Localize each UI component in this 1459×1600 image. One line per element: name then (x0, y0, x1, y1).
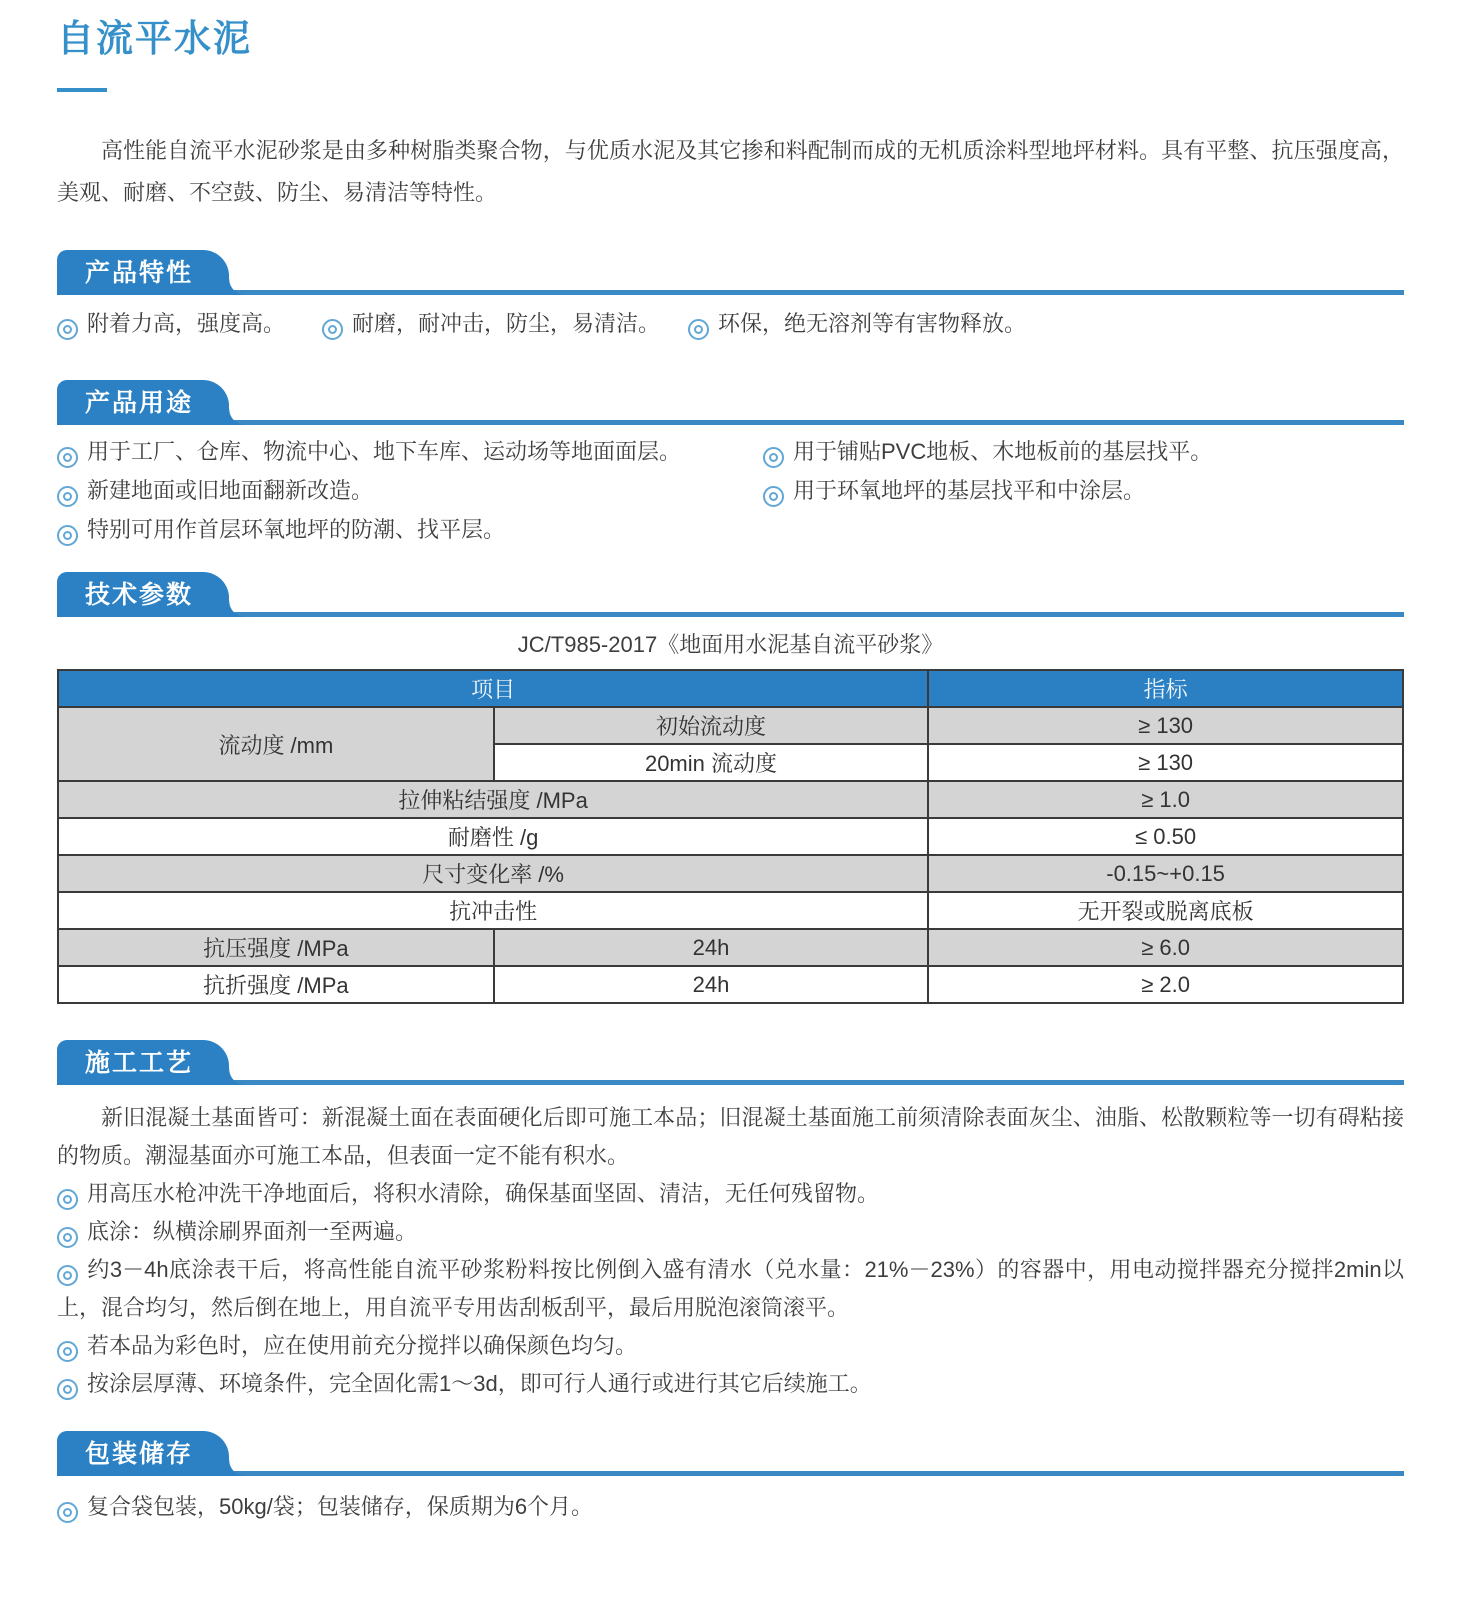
table-row (58, 707, 1403, 744)
bullseye-bullet-icon (57, 1379, 78, 1400)
bullseye-bullet-icon (57, 1265, 78, 1286)
list-item (57, 437, 763, 468)
bullseye-bullet-icon (322, 319, 343, 340)
process-list (57, 1175, 1404, 1403)
list-item-text: 底涂：纵横涂刷界面剂一至两遍。 (87, 1219, 418, 1244)
table-header-project: 项目 (58, 670, 928, 707)
list-item (57, 1365, 1404, 1403)
section-features (57, 250, 1404, 340)
section-heading-tab (57, 250, 229, 295)
list-item-text: 按涂层厚薄、环境条件，完全固化需1～3d，即可行人通行或进行其它后续施工。 (87, 1371, 872, 1396)
table-row (58, 818, 1403, 855)
table-cell: 20min 流动度 (494, 744, 928, 781)
section-process (57, 1040, 1404, 1403)
section-heading-label: 包装储存 (85, 1440, 194, 1468)
section-heading-tab (57, 572, 229, 617)
bullseye-bullet-icon (57, 1227, 78, 1248)
table-row (58, 966, 1403, 1003)
list-item-text: 环保，绝无溶剂等有害物释放。 (718, 311, 1027, 336)
features-list (57, 309, 1404, 340)
section-banner (57, 1431, 1404, 1476)
packaging-list (57, 1492, 1404, 1523)
page-title: 自流平水泥 (57, 18, 252, 59)
section-heading-label: 技术参数 (85, 581, 194, 609)
list-item-text: 用于环氧地坪的基层找平和中涂层。 (793, 478, 1146, 503)
section-banner (57, 1040, 1404, 1085)
table-row (58, 892, 1403, 929)
table-cell: 耐磨性 /g (58, 818, 928, 855)
list-item-text: 约3－4h底涂表干后，将高性能自流平砂浆粉料按比例倒入盛有清水（兑水量：21%－23%）的容器中，用电动搅拌器充分搅拌2min以上，混合均匀，然后倒在地上，用自流平专用齿刮板刮平，最后用脱泡滚筒滚平。 (57, 1257, 1404, 1320)
table-cell: 抗压强度 /MPa (58, 929, 494, 966)
table-cell: 无开裂或脱离底板 (928, 892, 1403, 929)
bullseye-bullet-icon (763, 447, 784, 468)
bullseye-bullet-icon (57, 1341, 78, 1362)
section-heading-tab (57, 380, 229, 425)
process-paragraph: 新旧混凝土基面皆可：新混凝土面在表面硬化后即可施工本品；旧混凝土基面施工前须清除表面灰尘、油脂、松散颗粒等一切有碍粘接的物质。潮湿基面亦可施工本品，但表面一定不能有积水。 (57, 1105, 1404, 1168)
table-cell: 尺寸变化率 /% (58, 855, 928, 892)
table-cell: -0.15~+0.15 (928, 855, 1403, 892)
table-cell: ≤ 0.50 (928, 818, 1403, 855)
section-banner (57, 572, 1404, 617)
uses-list (57, 437, 1404, 554)
list-item (57, 1213, 1404, 1251)
list-item (57, 1175, 1404, 1213)
list-item-text: 附着力高，强度高。 (87, 311, 286, 336)
section-heading-tab (57, 1040, 229, 1085)
bullseye-bullet-icon (57, 319, 78, 340)
intro-paragraph: 高性能自流平水泥砂浆是由多种树脂类聚合物，与优质水泥及其它掺和料配制而成的无机质涂料型地坪材料。具有平整、抗压强度高，美观、耐磨、不空鼓、防尘、易清洁等特性。 (57, 138, 1404, 205)
table-cell: 拉伸粘结强度 /MPa (58, 781, 928, 818)
bullseye-bullet-icon (57, 525, 78, 546)
table-cell: 24h (494, 929, 928, 966)
table-cell: ≥ 130 (928, 707, 1403, 744)
table-cell: ≥ 130 (928, 744, 1403, 781)
bullseye-bullet-icon (57, 1502, 78, 1523)
list-item-text: 复合袋包装，50kg/袋；包装储存，保质期为6个月。 (87, 1494, 594, 1519)
table-cell: 初始流动度 (494, 707, 928, 744)
list-item (57, 1327, 1404, 1365)
table-row (58, 855, 1403, 892)
section-heading-tab (57, 1431, 229, 1476)
list-item (57, 309, 322, 340)
table-header-index: 指标 (928, 670, 1403, 707)
list-item (763, 437, 1404, 468)
list-item-text: 用高压水枪冲洗干净地面后，将积水清除，确保基面坚固、清洁，无任何残留物。 (87, 1181, 880, 1206)
list-item (57, 1492, 1404, 1523)
list-item (57, 1251, 1404, 1327)
list-item (322, 309, 688, 340)
section-heading-label: 产品用途 (85, 389, 194, 417)
list-item-text: 若本品为彩色时，应在使用前充分搅拌以确保颜色均匀。 (87, 1333, 638, 1358)
table-header-row (58, 670, 1403, 707)
list-item-text: 耐磨，耐冲击，防尘，易清洁。 (352, 311, 661, 336)
table-cell: ≥ 6.0 (928, 929, 1403, 966)
list-item (57, 476, 763, 507)
bullseye-bullet-icon (57, 486, 78, 507)
table-cell: ≥ 2.0 (928, 966, 1403, 1003)
table-cell: 抗冲击性 (58, 892, 928, 929)
list-item (763, 476, 1404, 507)
list-item-text: 新建地面或旧地面翻新改造。 (87, 478, 374, 503)
table-cell: 24h (494, 966, 928, 1003)
list-item (688, 309, 1026, 340)
table-row (58, 929, 1403, 966)
list-item-text: 用于工厂、仓库、物流中心、地下车库、运动场等地面面层。 (87, 439, 682, 464)
bullseye-bullet-icon (688, 319, 709, 340)
tech-parameters-table (57, 669, 1404, 1004)
table-cell: 抗折强度 /MPa (58, 966, 494, 1003)
section-heading-label: 施工工艺 (85, 1049, 194, 1077)
list-item (57, 515, 763, 546)
table-caption: JC/T985-2017《地面用水泥基自流平砂浆》 (517, 632, 944, 657)
section-uses (57, 380, 1404, 554)
bullseye-bullet-icon (763, 486, 784, 507)
title-underline (57, 88, 107, 92)
section-heading-label: 产品特性 (85, 259, 194, 287)
table-cell: 流动度 /mm (58, 707, 494, 781)
section-banner (57, 380, 1404, 425)
section-tech (57, 572, 1404, 1004)
section-banner (57, 250, 1404, 295)
list-item-text: 特别可用作首层环氧地坪的防潮、找平层。 (87, 517, 506, 542)
table-row (58, 781, 1403, 818)
bullseye-bullet-icon (57, 1189, 78, 1210)
section-packaging (57, 1431, 1404, 1523)
list-item-text: 用于铺贴PVC地板、木地板前的基层找平。 (793, 439, 1213, 464)
bullseye-bullet-icon (57, 447, 78, 468)
table-cell: ≥ 1.0 (928, 781, 1403, 818)
